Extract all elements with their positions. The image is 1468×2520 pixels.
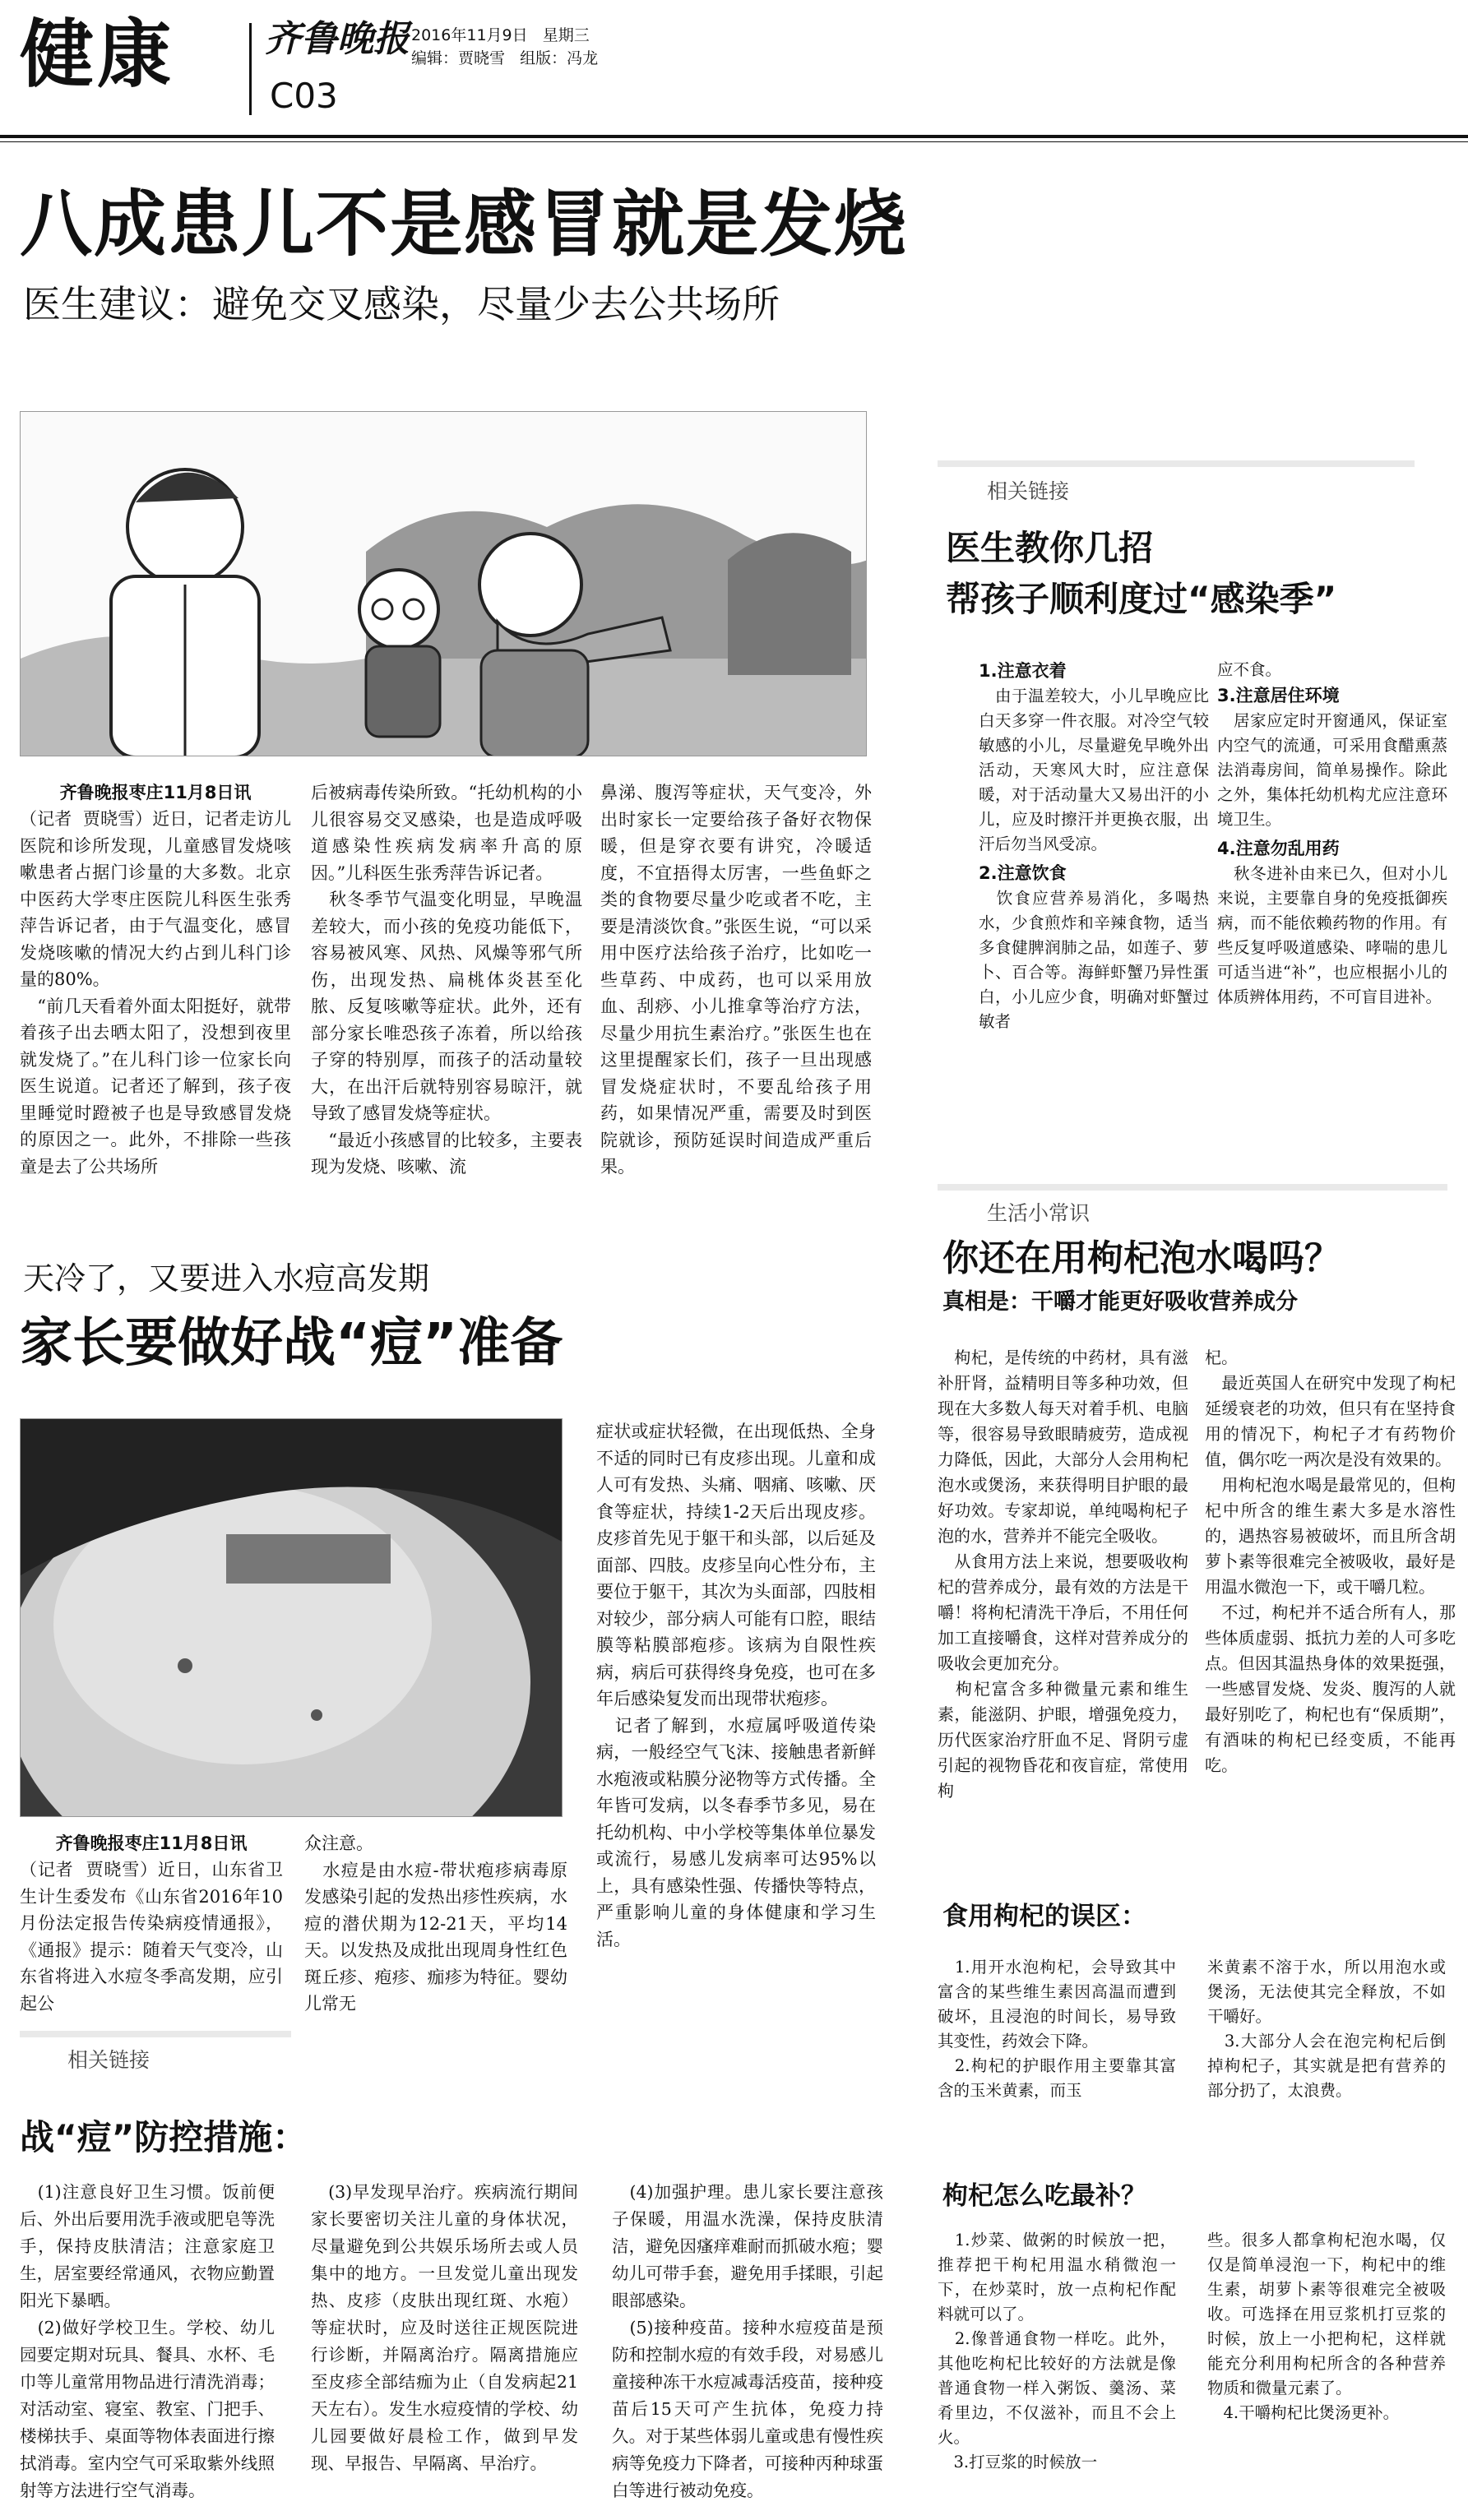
box2-col2: 些。很多人都拿枸杞泡水喝，仅仅是简单浸泡一下，枸杞中的维生素，胡萝卜素等很难完全被吸收。可选择在用豆浆机打豆浆的时候，放上一小把枸杞，这样就能充分利用枸杞所含的各种营养物质和微量元素了。 4.干嚼枸杞比煲汤更补。 (1207, 2231, 1446, 2422)
sidebar1-p3: 居家应定时开窗通风，保证室内空气的流通，可采用食醋熏蒸法消毒房间，简单易操作。除此之外，集体托幼机构尤应注意环境卫生。 (1217, 711, 1447, 829)
box1-title: 食用枸杞的误区： (942, 1902, 1146, 1931)
sidebar2 (20, 2031, 891, 2508)
header-divider (249, 23, 252, 115)
sidebar1-tag: 相关链接 (987, 479, 1070, 503)
sidebar1-h2: 2.注意饮食 (979, 863, 1067, 883)
box2-title: 枸杞怎么吃最补？ (942, 2181, 1146, 2211)
article3-col1: 枸杞，是传统的中药材，具有滋补肝肾，益精明目等多种功效，但现在大多数人每天对着手机、电脑等，很容易导致眼睛疲劳，造成视力降低，因此，大部分人会用枸杞泡水或煲汤，来获得明目护眼的最好功效。专家却说，单纯喝枸杞子泡的水，营养并不能完全吸收。 从食用方法上来说，想要吸收枸杞的营养成分，最有效的方法是干嚼！将枸杞清洗干净后，不用任何加工直接嚼食，这样对营养成分的吸收会更加充分。 枸杞富含多种微量元素和维生素，能滋阴、护眼，增强免疫力，历代医家治疗肝血不足、肾阴亏虚引起的视物昏花和夜盲症，常使用枸 (938, 1348, 1188, 1801)
article2-byline: 齐鲁晚报枣庄11月8日讯 (55, 1833, 248, 1853)
article1-byline: 齐鲁晚报枣庄11月8日讯 (59, 783, 252, 802)
article3-tag: 生活小常识 (987, 1201, 1091, 1225)
sidebar2-tag: 相关链接 (67, 2048, 151, 2072)
article2-kicker: 天冷了，又要进入水痘高发期 (23, 1260, 430, 1297)
sidebar1-h3: 3.注意居住环境 (1217, 686, 1340, 705)
sidebar2-col1: (1)注意良好卫生习惯。饭前便后、外出后要用洗手液或肥皂等洗手，保持皮肤清洁；注意家庭卫生，居室要经常通风，衣物应勤置阳光下暴晒。 (2)做好学校卫生。学校、幼儿园要定期对玩具、餐具、水杯、毛巾等儿童常用物品进行清洗消毒；对活动室、寝室、教室、门把手、楼梯扶手、桌面等物体表面进行擦拭消毒。室内空气可采取紫外线照射等方法进行空气消毒。 (20, 2182, 275, 2500)
article3 (938, 1184, 1456, 2508)
article1-col3: 鼻涕、腹泻等症状，天气变冷，外出时家长一定要给孩子备好衣物保暖，但是穿衣要有讲究，冷暖适度，不宜捂得太厉害，一些鱼虾之类的食物要尽量少吃或者不吃，主要是清淡饮食。”张医生说，“可以采用中医疗法给孩子治疗，比如吃一些草药、中成药，也可以采用放血、刮痧、小儿推拿等治疗方法，尽量少用抗生素治疗。”张医生也在这里提醒家长们，孩子一旦出现感冒发烧症状时，不要乱给孩子用药，如果情况严重，需要及时到医院就诊，预防延误时间造成严重后果。 (600, 783, 872, 1177)
sidebar1-p1: 由于温差较大，小儿早晚应比白天多穿一件衣服。对冷空气较敏感的小儿，尽量避免早晚外出活动，天寒风大时，应注意保暖，对于活动量大又易出汗的小儿，应及时擦汗并更换衣服，出汗后勿当风受凉。 (979, 687, 1209, 853)
sidebar2-col3: (4)加强护理。患儿家长要注意孩子保暖，用温水洗澡，保持皮肤清洁，避免因瘙痒难耐而抓破水疱；婴幼儿可带手套，避免用手揉眼，引起眼部感染。 (5)接种疫苗。接种水痘疫苗是预防和控制水痘的有效手段，对易感儿童接种冻干水痘减毒活疫苗，接种疫苗后15天可产生抗体，免疫力持久。对于某些体弱儿童或患有慢性疾病等免疫力下降者，可接种丙种球蛋白等进行被动免疫。 (612, 2182, 883, 2500)
sidebar1 (938, 460, 1447, 1135)
sidebar2-col2: (3)早发现早治疗。疾病流行期间家长要密切关注儿童的身体状况，尽量避免到公共娱乐场所去或人员集中的地方。一旦发觉儿童出现发热、皮疹（皮肤出现红斑、水疱）等症状时，应及时送往正规医院进行诊断，并隔离治疗。隔离措施应至皮疹全部结痂为止（自发病起21天左右）。发生水痘疫情的学校、幼儿园要做好晨检工作，做到早发现、早报告、早隔离、早治疗。 (311, 2182, 578, 2473)
section-title: 健康 (20, 12, 174, 98)
article1-col2: 后被病毒传染所致。“托幼机构的小儿很容易交叉感染，也是造成呼吸道感染性疾病发病率升高的原因。”儿科医生张秀萍告诉记者。 秋冬季节气温变化明显，早晚温差较大，而小孩的免疫功能低下，容易被风寒、风热、风燥等邪气所伤，出现发热、扁桃体炎甚至化脓、反复咳嗽等症状。此外，还有部分家长唯恐孩子冻着，所以给孩子穿的特别厚，而孩子的活动量较大，在出汗后就特别容易晾汗，就导致了感冒发烧等症状。 “最近小孩感冒的比较多，主要表现为发烧、咳嗽、流 (311, 783, 582, 1177)
article1-subhead: 医生建议：避免交叉感染，尽量少去公共场所 (23, 282, 780, 326)
sidebar1-title-line2: 帮孩子顺利度过“感染季” (946, 579, 1337, 619)
article3-headline: 你还在用枸杞泡水喝吗？ (942, 1237, 1341, 1279)
sidebar1-h4: 4.注意勿乱用药 (1217, 839, 1340, 858)
sidebar1-h1: 1.注意衣着 (979, 661, 1067, 681)
article2-col1: （记者 贾晓雪）近日，山东省卫生计生委发布《山东省2016年10月份法定报告传染病疫情通报》，《通报》提示：随着天气变冷，山东省将进入水痘冬季高发期，应引起公 (20, 1860, 283, 2014)
header-rule-thin (0, 141, 1468, 142)
article1-headline: 八成患儿不是感冒就是发烧 (20, 182, 909, 266)
article3-col2: 杞。 最近英国人在研究中发现了枸杞延缓衰老的功效，但只有在坚持食用的情况下，枸杞子才有药物价值，偶尔吃一两次是没有效果的。 用枸杞泡水喝是最常见的，但枸杞中所含的维生素大多是水溶性的，遇热容易被破坏，而且所含胡萝卜素等很难完全被吸收，最好是用温水微泡一下，或干嚼几粒。 不过，枸杞并不适合所有人，那些体质虚弱、抵抗力差的人可多吃点。但因其温热身体的效果挺强，一些感冒发烧、发炎、腹泻的人就最好别吃了，枸杞也有“保质期”，有酒味的枸杞已经变质，不能再吃。 (1205, 1348, 1456, 1775)
sidebar1-col2 (1217, 658, 1447, 1118)
sidebar1-title-line1: 医生教你几招 (946, 528, 1154, 568)
masthead-logo: 齐鲁晚报 (265, 18, 410, 60)
sidebar1-p4: 秋冬进补由来已久，但对小儿来说，主要靠自身的免疫抵御疾病，而不能依赖药物的作用。有些反复呼吸道感染、哮喘的患儿可适当进“补”，也应根据小儿的体质辨体用药，不可盲目进补。 (1217, 864, 1447, 1006)
date-line: 2016年11月9日 星期三 (411, 26, 590, 44)
child-photo (20, 1418, 563, 1817)
article2-headline: 家长要做好战“痘”准备 (20, 1313, 563, 1374)
article2-col3: 症状或症状轻微，在出现低热、全身不适的同时已有皮疹出现。儿童和成人可有发热、头痛、咽痛、咳嗽、厌食等症状，持续1-2天后出现皮疹。皮疹首先见于躯干和头部，以后延及面部、四肢。皮疹呈向心性分布，主要位于躯干，其次为头面部，四肢相对较少，部分病人可能有口腔，眼结膜等粘膜部疱疹。该病为自限性疾病，病后可获得终身免疫，也可在多年后感染复发而出现带状疱疹。 记者了解到，水痘属呼吸道传染病，一般经空气飞沫、接触患者新鲜水疱液或粘膜分泌物等方式传播。全年皆可发病，以冬春季节多见，易在托幼机构、中小学校等集体单位暴发或流行，易感儿发病率可达95%以上，具有感染性强、传播快等特点，严重影响儿童的身体健康和学习生活。 (596, 1422, 876, 1949)
box1-col2: 米黄素不溶于水，所以用泡水或煲汤，无法使其完全释放，不如干嚼好。 3.大部分人会在泡完枸杞后倒掉枸杞子，其实就是把有营养的部分扔了，太浪费。 (1207, 1958, 1446, 2100)
article2-col2: 众注意。 水痘是由水痘-带状疱疹病毒原发感染引起的发热出疹性疾病，水痘的潜伏期为12-21天，平均14天。以发热及成批出现周身性红色斑丘疹、疱疹、痂疹为特征。婴幼儿常无 (304, 1833, 567, 2014)
box2-col1: 1.炒菜、做粥的时候放一把，推荐把干枸杞用温水稍微泡一下，在炒菜时，放一点枸杞作配料就可以了。 2.像普通食物一样吃。此外，其他吃枸杞比较好的方法就是像普通食物一样入粥饭、羹汤、菜肴里边，不仅滋补，而且不会上火。 3.打豆浆的时候放一 (938, 2231, 1176, 2471)
sidebar1-p2b: 应不食。 (1217, 660, 1282, 679)
article3-subhead: 真相是：干嚼才能更好吸收营养成分 (942, 1289, 1298, 1315)
sidebar1-col1 (979, 658, 1209, 1118)
sidebar1-p2: 饮食应营养易消化，多喝热水，少食煎炸和辛辣食物，适当多食健脾润肺之品，如莲子、萝卜、百合等。海鲜虾蟹乃异性蛋白，小儿应少食，明确对虾蟹过敏者 (979, 889, 1209, 1031)
editor-line: 编辑：贾晓雪 组版：冯龙 (411, 49, 599, 67)
article1-col1: （记者 贾晓雪）近日，记者走访儿医院和诊所发现，儿童感冒发烧咳嗽患者占据门诊量的大多数。北京中医药大学枣庄医院儿科医生张秀萍告诉记者，由于气温变化，感冒发烧咳嗽的情况大约占到儿科门诊量的80%。 “前几天看着外面太阳挺好，就带着孩子出去晒太阳了，没想到夜里就发烧了。”在儿科门诊一位家长向医生说道。记者还了解到，孩子夜里睡觉时蹬被子也是导致感冒发烧的原因之一。此外，不排除一些孩童是去了公共场所 (20, 809, 291, 1177)
page-header (0, 0, 1468, 140)
header-rule-thick (0, 135, 1468, 138)
sidebar2-title: 战“痘”防控措施： (20, 2117, 308, 2157)
page-number: C03 (270, 76, 338, 116)
doctor-illustration (20, 411, 867, 756)
box1-col1: 1.用开水泡枸杞，会导致其中富含的某些维生素因高温而遭到破坏，且浸泡的时间长，易导致其变性，药效会下降。 2.枸杞的护眼作用主要靠其富含的玉米黄素，而玉 (938, 1958, 1176, 2100)
